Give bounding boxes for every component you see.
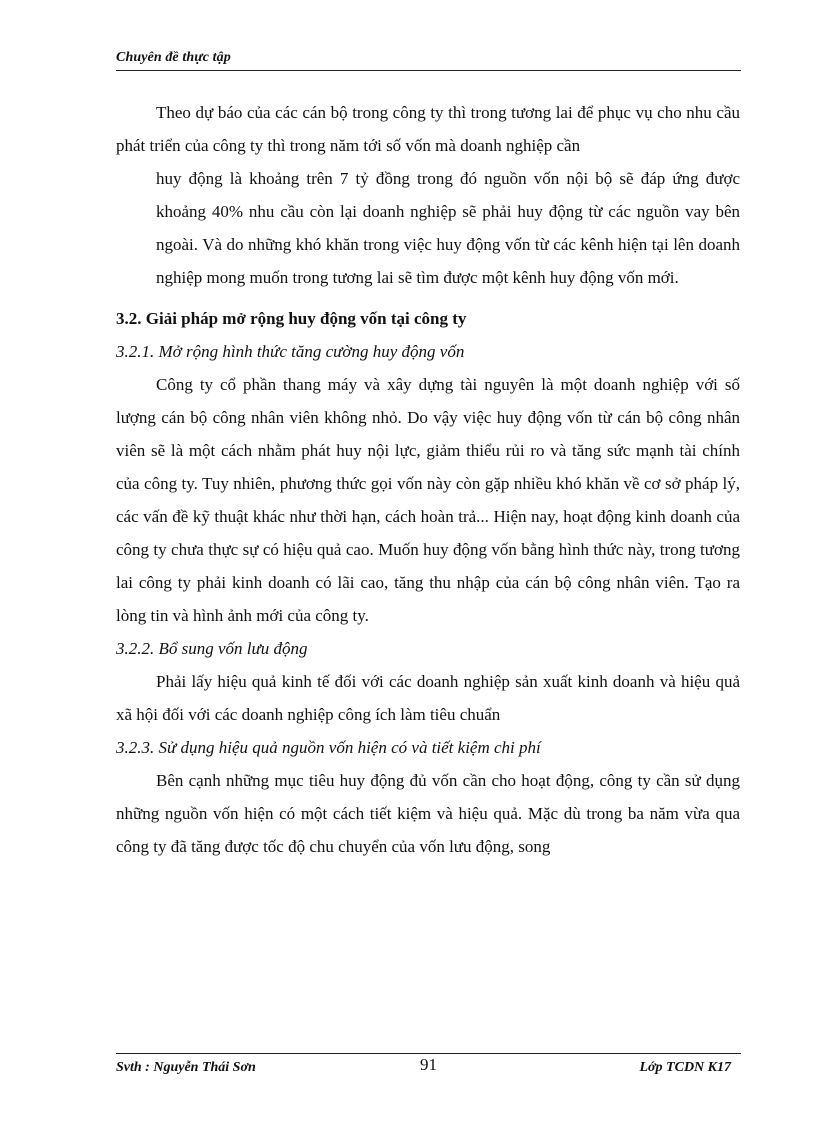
subsection-heading-3-2-1: 3.2.1. Mở rộng hình thức tăng cường huy động vốn: [116, 342, 465, 361]
page-header: [116, 50, 741, 71]
paragraph-forecast-intro: Theo dự báo của các cán bộ trong công ty thì trong tương lai để phục vụ cho nhu cầu phát triển của công ty thì trong năm tới số vốn mà doanh nghiệp cần: [116, 103, 740, 155]
subsection-heading-3-2-2: 3.2.2. Bổ sung vốn lưu động: [116, 639, 308, 658]
page-footer: [116, 1053, 741, 1078]
document-body: [116, 96, 740, 863]
header-title: Chuyên đề thực tập: [116, 50, 231, 65]
footer-author: Svth : Nguyễn Thái Sơn: [116, 1060, 256, 1075]
paragraph-capital-mobilization: Công ty cổ phần thang máy và xây dựng tài nguyên là một doanh nghiệp với số lượng cán bộ công nhân viên không nhỏ. Do vậy việc huy động vốn từ cán bộ công nhân viên sẽ là một cách nhằm phát huy nội lực, giảm thiểu rủi ro và tăng sức mạnh tài chính của công ty. Tuy nhiên, phương thức gọi vốn này còn gặp nhiều khó khăn về cơ sở pháp lý, các vấn đề kỹ thuật khác như thời hạn, cách hoàn trả... Hiện nay, hoạt động kinh doanh của công ty chưa thực sự có hiệu quả cao. Muốn huy động vốn bằng hình thức này, trong tương lai công ty phải kinh doanh có lãi cao, tăng thu nhập của cán bộ công nhân viên. Tạo ra lòng tin và hình ảnh mới của công ty.: [116, 375, 740, 625]
page-number: 91: [420, 1055, 437, 1074]
paragraph-forecast-detail: huy động là khoảng trên 7 tỷ đồng trong đó nguồn vốn nội bộ sẽ đáp ứng được khoảng 40% nhu cầu còn lại doanh nghiệp sẽ phải huy động từ các nguồn vay bên ngoài. Và do những khó khăn trong việc huy động vốn từ các kênh hiện tại lên doanh nghiệp mong muốn trong tương lai sẽ tìm được một kênh huy động vốn mới.: [156, 169, 740, 287]
subsection-heading-3-2-3: 3.2.3. Sử dụng hiệu quả nguồn vốn hiện có và tiết kiệm chi phí: [116, 738, 541, 757]
paragraph-capital-efficiency: Bên cạnh những mục tiêu huy động đủ vốn cần cho hoạt động, công ty cần sử dụng những nguồn vốn hiện có một cách tiết kiệm và hiệu quả. Mặc dù trong ba năm vừa qua công ty đã tăng được tốc độ chu chuyển của vốn lưu động, song: [116, 771, 740, 856]
section-heading-3-2: 3.2. Giải pháp mở rộng huy động vốn tại công ty: [116, 309, 467, 328]
paragraph-working-capital: Phải lấy hiệu quả kinh tế đối với các doanh nghiệp sản xuất kinh doanh và hiệu quả xã hội đối với các doanh nghiệp công ích làm tiêu chuẩn: [116, 672, 740, 724]
footer-class: Lớp TCDN K17: [639, 1060, 731, 1075]
